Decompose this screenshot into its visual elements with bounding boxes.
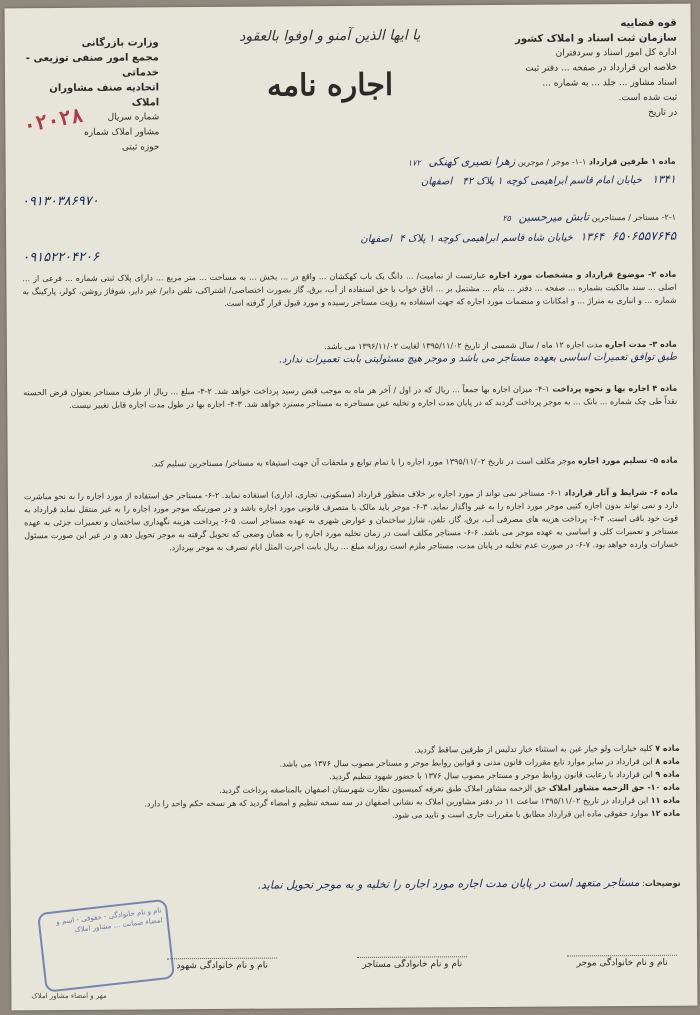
header-left — [19, 35, 160, 156]
owner-address: خیابان امام قاسم ابراهیمی کوچه ۱ پلاک ۴۲ — [462, 174, 642, 188]
tenant-phone-row — [22, 244, 676, 269]
tenant-phone: ۰۹۱۵۲۲۰۴۲۰۶ — [22, 249, 100, 266]
section-6-heading: ماده ۶- شرایط و آثار قرارداد — [564, 487, 678, 498]
owner-birth: ۱۳۴۱ — [652, 172, 676, 186]
section-3-note: طبق توافق تعمیرات اساسی بعهده مستاجر می باشد و موجر هیچ مسئولیتی بابت تعمیرات ندارد. — [278, 351, 678, 366]
seal-text: نام و نام خانوادگی - حقوقی - اسم و امضاء ضمانت ... مشاور املاک — [55, 906, 164, 935]
section-3-heading: ماده ۳- مدت اجاره — [605, 339, 677, 350]
section-5-heading: ماده ۵- تسلیم مورد اجاره — [578, 455, 678, 466]
owner-phone-row — [22, 188, 676, 213]
section-8-heading: ماده ۸ — [655, 756, 680, 766]
section-6 — [24, 486, 680, 741]
owner-phone: ۰۹۱۳۰۳۸۶۹۷۰ — [21, 193, 99, 210]
estate-no-label: مشاور املاک شماره — [84, 127, 160, 138]
owner-signature-label: نام و نام خانوادگی موجر — [567, 955, 677, 969]
dept-label: اداره کل امور اسناد و سردفتران — [555, 47, 677, 59]
header-right — [437, 16, 678, 123]
section-12-text: موارد حقوقی ماده این قرارداد مطابق با مقررات جاری است و تایید می شود. — [392, 808, 649, 820]
section-4-text: ۱-۴- میزان اجاره بها جمعاً ... ریال که در اول / آخر هر ماه به موجب قبض رسید پرداخت خواهد شد. ۲-۴- مبلغ ... ریال از طرف مستاجر بعنوان قرض الحسنه نقداً طی چک شماره ... بانک ... به موجر پرداخت گردید که در پایان مدت اجاره و تخلیه عین مستاجره به مستاجر مسترد خواهد شد. ۳-۴- اجاره بها در طول مدت اجاره قابل تغییر نیست. — [23, 384, 678, 410]
zone-label: حوزه ثبتی — [121, 142, 160, 153]
witness-signature — [167, 918, 277, 972]
advisor-label: اسناد مشاور ... جلد ... به شماره ... — [542, 77, 678, 89]
tenant-name: تابش میرحسین — [518, 210, 590, 224]
section-6-text: ۱-۶- مستاجر نمی تواند از مورد اجاره بر خلاف منظور قرارداد (مسکونی، تجاری، اداری) استفاده نماید. ۲-۶- مستاجر حق استفاده از مورد اجاره را به نحو مباشرت دارد و نمی تواند بدون اجازه کتبی موجر مورد اجاره را به غیر واگذار نماید. ۳-۶- موجر باید مالک یا متصرف قانونی مورد اجاره باشد و در صورتیکه موجر مورد اجاره را به غیر منتقل نماید قرارداد به قوت خود باقی است. ۴-۶- پرداخت هزینه های مصرفی آب، برق، گاز، تلفن، شارژ ساختمان و عوارض شهری به عهده مستاجر است. ۵-۶- پرداخت هزینه نگهداری ساختمان و تعمیرات جزئی به عهده مستاجر و تعمیرات کلی و اساسی به عهده موجر می باشد. ۶-۶- مستاجر مکلف است در زمان تخلیه مورد اجاره را به همان وضعی که تحویل گرفته به موجر تحویل دهد و در غیر این صورت مسئول خسارات وارده خواهد بود. ۷-۶- در صورت عدم تخلیه در پایان مدت، مستاجر ملزم است روزانه مبلغ ... ریال بابت اجرت المثل ایام تصرف به موجر بپردازد. — [23, 488, 679, 553]
tenant-city: اصفهان — [360, 233, 392, 245]
motto: یا ایها الذین آمنو و اوفوا بالعقود — [239, 27, 421, 45]
section-12-heading: ماده ۱۲ — [650, 808, 681, 818]
owner-name: زهرا نصیری کهنکی — [428, 154, 516, 169]
section-9-heading: ماده ۹ — [655, 769, 680, 779]
section-3 — [23, 338, 677, 383]
notes: توضیحات: مستاجر متعهد است در پایان مدت اجاره مورد اجاره را تخلیه و به موجر تحویل نماید. — [257, 875, 681, 892]
tenant-nid: ۶۵۰۶۵۵۷۶۴۵ — [611, 228, 677, 244]
tenant-signature-label: نام و نام خانوادگی مستاجر — [357, 956, 467, 970]
section-3-text: مدت اجاره ۱۲ ماه / سال شمسی از تاریخ ۱۳۹۵/۱۱/۰۲ لغایت ۱۳۹۶/۱۱/۰۲ می باشد. — [324, 340, 603, 352]
owner-city: اصفهان — [420, 176, 453, 188]
section-9-text: این قرارداد با رعایت قانون روابط موجر و مستاجر مصوب سال ۱۳۷۶ با حضور شهود تنظیم گردید. — [329, 769, 653, 782]
ministry-label: وزارت بازرگانی — [81, 37, 159, 49]
section-7-heading: ماده ۷ — [655, 743, 680, 753]
serial-stamp: ۰۲۰۲۸ — [21, 105, 86, 140]
section-2-text: عبارتست از تمامیت/ ... دانگ یک باب کهکشان ... واقع در ... بخش ... به مساحت ... متر مربع ... دارای پلاک ثبتی شماره ... فرعی از ... اصلی ... سند مالکیت بشماره ... صفحه ... دفتر ... بنام ... مشتمل بر ... اتاق خواب با حق استفاده از آب، برق، گاز بصورت اختصاصی/ اشتراکی، تلفن دایر/ غیر دایر، شوفاژ روشن، کولر، پارکینگ به شماره ... و انباری به متراژ ... و امکانات و منضمات مورد اجاره که جهت استفاده به رؤیت مستاجر رسیده و مورد قبول قرار گرفته است. — [22, 271, 677, 308]
serial-label: شماره سریال — [107, 112, 160, 123]
footer-note: مهر و امضاء مشاور املاک — [31, 991, 107, 1001]
notes-text: مستاجر متعهد است در پایان مدت اجاره مورد اجاره را تخلیه و به موجر تحویل نماید. — [257, 875, 640, 892]
section-10-text: حق الزحمه مشاور املاک طبق تعرفه کمیسیون نظارت شهرستان اصفهان بالمناصفه پرداخت گردید. — [219, 783, 547, 795]
union-label: مجمع امور صنفی توزیعی - خدماتی — [25, 52, 160, 79]
registry-label: خلاصه این قرارداد در صفحه ... دفتر ثبت — [525, 62, 677, 74]
section-4 — [23, 382, 677, 453]
guild-label: اتحادیه صنف مشاوران املاک — [49, 82, 160, 109]
org-label: سازمان ثبت اسناد و املاک کشور — [515, 32, 677, 45]
document-title: اجاره نامه — [266, 67, 394, 104]
guild-seal — [37, 899, 175, 993]
section-11-heading: ماده ۱۱ — [650, 795, 681, 805]
owner-signature — [567, 915, 677, 969]
section-1-heading: ماده ۱ طرفین قرارداد — [588, 156, 676, 167]
witness-signature-label: نام و نام خانوادگی شهود — [167, 958, 277, 972]
section-2 — [22, 268, 676, 339]
section-5 — [24, 454, 678, 487]
tenant-id: ۲۵ — [502, 213, 511, 223]
tenant-label: ۲-۱- مستاجر / مستاجرین — [591, 212, 677, 223]
section-5-text: موجر مکلف است در تاریخ ۱۳۹۵/۱۱/۰۲ مورد اجاره را با تمام توابع و ملحقات آن جهت استیفاء به مستاجر/ مستاجرین تسلیم کند. — [151, 456, 576, 469]
section-4-heading: ماده ۴ اجاره بها و نحوه پرداخت — [552, 383, 678, 394]
tenant-birth: ۱۳۶۴ — [580, 230, 605, 244]
registered-label: ثبت شده است. — [618, 92, 678, 104]
date-label: در تاریخ — [648, 107, 678, 118]
section-10-heading: ماده ۱۰- حق الزحمه مشاور املاک — [548, 782, 680, 793]
section-8-text: این قرارداد در سایر موارد تابع مقررات قانون مدنی و قوانین روابط موجر و مستاجر مصوب سال ۱۳۷۶ می باشد. — [279, 756, 653, 769]
sections-7-12 — [26, 742, 681, 877]
section-7-text: کلیه خیارات ولو خیار غبن به استثناء خیار تدلیس از طرفین ساقط گردید. — [414, 743, 653, 755]
notes-label: توضیحات — [644, 878, 681, 888]
owner-label: ۱-۱- موجر / موجرین — [517, 157, 587, 167]
tenant-signature — [357, 916, 467, 970]
section-2-heading: ماده ۲- موضوع قرارداد و مشخصات مورد اجاره — [489, 269, 677, 281]
section-11-text: این قرارداد در تاریخ ۱۳۹۵/۱۱/۰۲ ساعت ۱۱ در دفتر مشاورین املاک به نشانی اصفهان در سه نسخه تنظیم و امضاء گردید که هر نسخه حکم واحد را دارد. — [144, 795, 649, 809]
lease-document — [5, 4, 698, 1011]
owner-id: ۱۷۲ — [407, 158, 421, 168]
tenant-address: خیابان شاه قاسم ابراهیمی کوچه ۱ پلاک ۴ — [399, 232, 573, 245]
judiciary-label: قوه قضاییه — [620, 17, 677, 30]
